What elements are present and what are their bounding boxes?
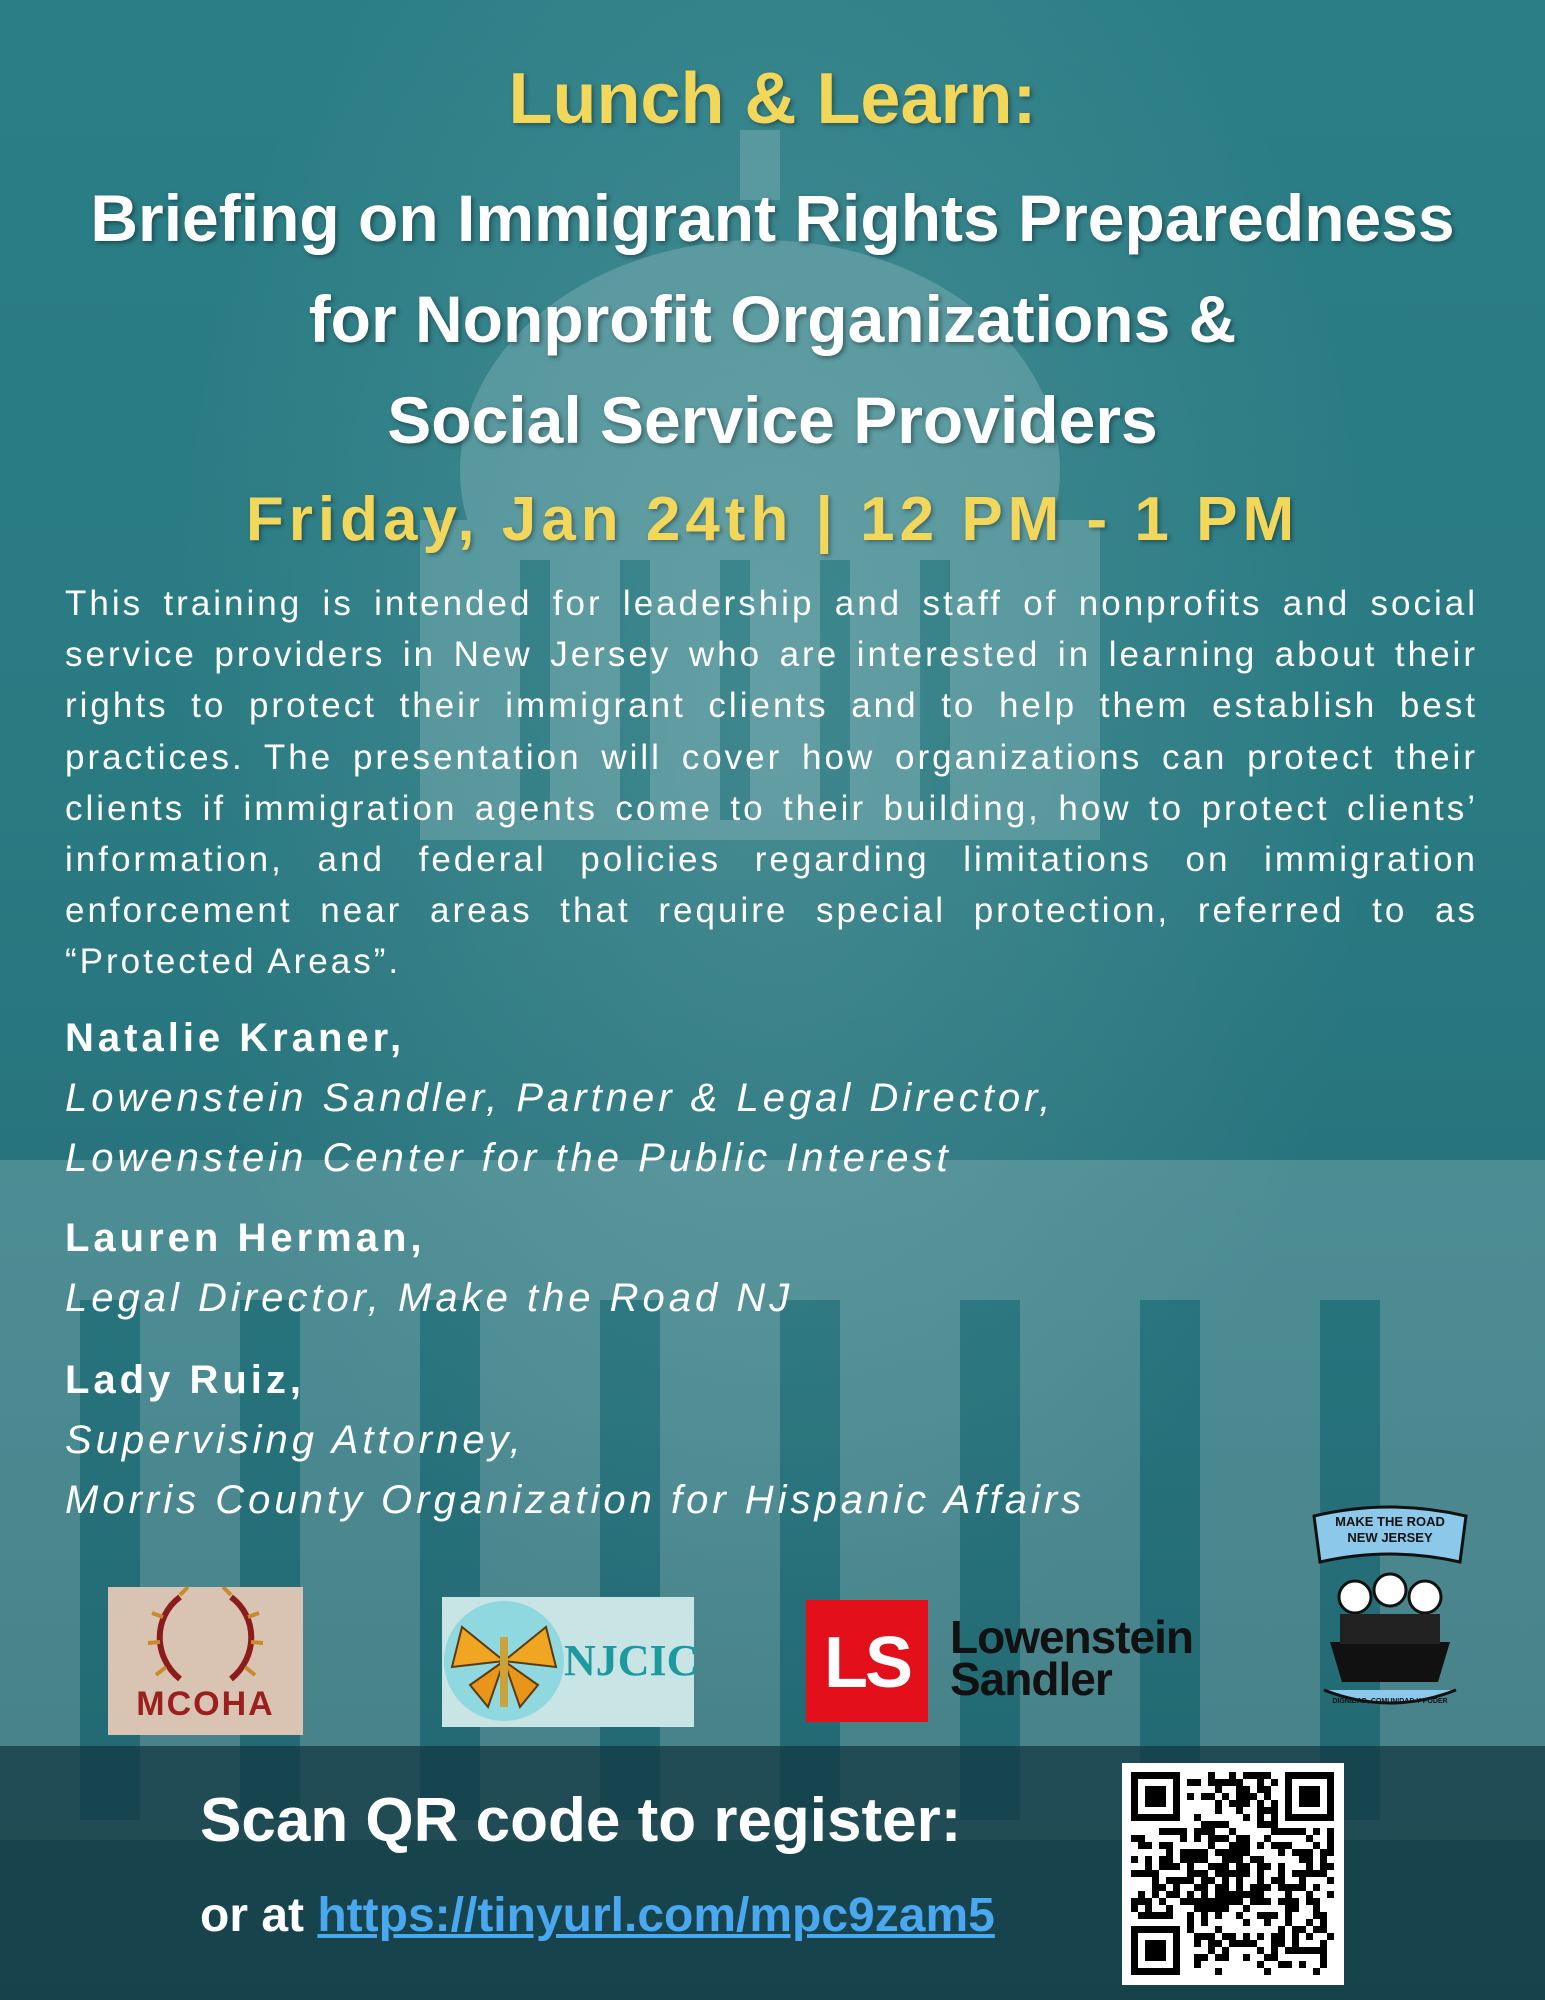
speaker-name: Lauren Herman, — [65, 1216, 426, 1260]
speaker-role: Lowenstein Sandler, Partner & Legal Director, — [65, 1076, 1055, 1120]
speaker-role: Legal Director, Make the Road NJ — [65, 1276, 794, 1320]
register-url-link[interactable]: https://tinyurl.com/mpc9zam5 — [317, 1889, 995, 1942]
speaker-natalie-kraner — [65, 1008, 1054, 1188]
make-the-road-nj-logo — [1310, 1502, 1470, 1722]
or-at-label: or at — [200, 1889, 318, 1942]
njcic-logo-text: NJCIC — [564, 1636, 699, 1685]
mtr-logo-line: NEW JERSEY — [1347, 1530, 1433, 1545]
register-url-line — [200, 1888, 995, 1943]
lowenstein-sandler-wordmark — [950, 1611, 1194, 1705]
njcic-logo — [442, 1597, 699, 1727]
speaker-lauren-herman — [65, 1208, 793, 1328]
mcoha-logo-text: MCOHA — [136, 1685, 275, 1723]
event-description: This training is intended for leadership and staff of nonprofits and social service providers in New Jersey who are interested in learning about their rights to protect their immigrant clients and to help them establish best practices. The presentation will cover how organizations can protect their clients if immigration agents come to their building, how to protect clients’ information, and federal policies regarding limitations on immigration enforcement near areas that require special protection, referred to as “Protected Areas”. — [65, 584, 1478, 982]
speaker-role: Morris County Organization for Hispanic Affairs — [65, 1478, 1086, 1522]
mtr-logo-line: MAKE THE ROAD — [1335, 1514, 1445, 1529]
register-qr-code[interactable] — [1122, 1763, 1344, 1985]
event-date-time: Friday, Jan 24th | 12 PM - 1 PM — [245, 485, 1300, 554]
mtr-logo-motto: DIGNIDAD, COMUNIDAD Y PODER — [1332, 1698, 1448, 1705]
ls-name-line: Lowenstein — [950, 1611, 1194, 1663]
event-title-line: Briefing on Immigrant Rights Preparedness — [90, 181, 1455, 255]
event-title — [0, 168, 1545, 471]
scan-qr-label: Scan QR code to register: — [200, 1786, 962, 1855]
mcoha-emblem-icon — [108, 1587, 303, 1687]
speaker-lady-ruiz — [65, 1350, 1085, 1530]
ls-mark-text: LS — [823, 1623, 910, 1703]
speaker-name: Natalie Kraner, — [65, 1016, 406, 1060]
speaker-role: Lowenstein Center for the Public Interest — [65, 1136, 952, 1180]
monarch-butterfly-icon — [442, 1597, 567, 1727]
qr-code-icon — [1122, 1763, 1344, 1985]
event-title-line: for Nonprofit Organizations & — [308, 282, 1237, 356]
speaker-name: Lady Ruiz, — [65, 1358, 306, 1402]
mcoha-logo — [108, 1587, 303, 1735]
ls-name-line: Sandler — [950, 1653, 1112, 1705]
ls-mark-logo — [806, 1600, 928, 1722]
lunch-and-learn-heading: Lunch & Learn: — [508, 59, 1037, 139]
speaker-role: Supervising Attorney, — [65, 1418, 525, 1462]
event-title-line: Social Service Providers — [387, 383, 1158, 457]
